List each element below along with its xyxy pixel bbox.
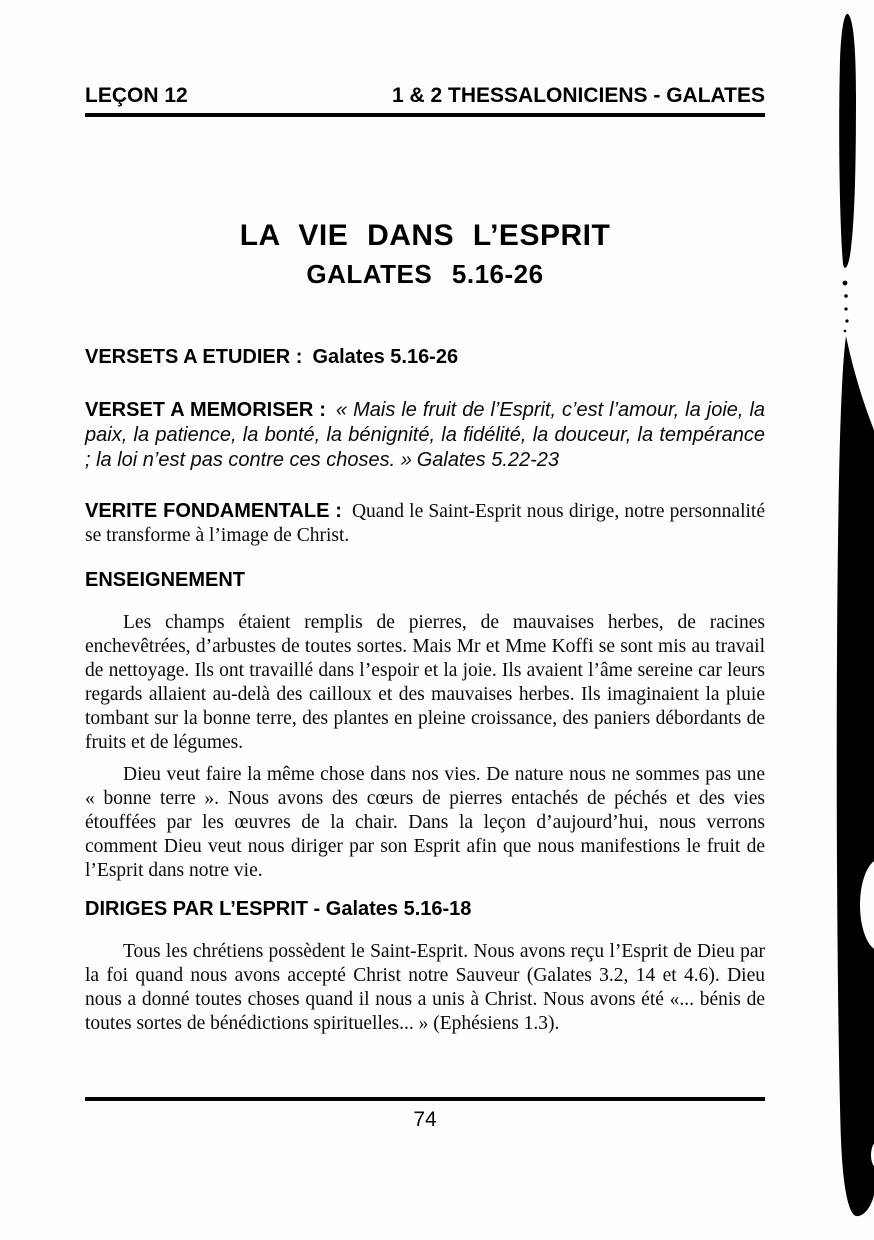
book-spine-scan-artifact-icon	[800, 0, 874, 1240]
heading-enseignement: ENSEIGNEMENT	[85, 569, 246, 591]
memory-verse-quote: « Mais le fruit de l’Esprit, c’est l’amour, la joie, la paix, la patience, la bonté, la bénignité, la fidélité, la douceur, la tempérance ; la loi n’est pas contre ces choses. »	[85, 399, 766, 471]
header-lesson-label: LEÇON 12	[85, 84, 188, 107]
teaching-paragraph-1: Les champs étaient remplis de pierres, de mauvaises herbes, de racines enchevêtrées, d’arbustes de toutes sortes. Mais Mr et Mme Koffi se sont mis au travail de nettoyage. Ils ont travaillé dans l’espoir et la joie. Ils avaient l’âme sereine car leurs regards allaient au-delà des cailloux et des mauvaises herbes. Ils imaginaient la pluie tombant sur la bonne terre, des plantes en pleine croissance, des paniers débordants de fruits et de légumes.	[85, 612, 765, 753]
page-footer	[85, 1097, 765, 1132]
heading-diriges-par-esprit: DIRIGES PAR L’ESPRIT - Galates 5.16-18	[85, 898, 472, 920]
study-verses-value: Galates 5.16-26	[312, 346, 459, 368]
diriges-paragraph-1: Tous les chrétiens possèdent le Saint-Esprit. Nous avons reçu l’Esprit de Dieu par la foi quand nous avons accepté Christ notre Sauveur (Galates 3.2, 14 et 4.6). Dieu nous a donné toutes choses quand il nous a unis à Christ. Nous avons été «... bénis de toutes sortes de bénédictions spirituelles... » (Ephésiens 1.3).	[85, 941, 765, 1034]
text-block	[85, 0, 765, 1036]
page-title	[85, 219, 765, 289]
page-title-reference: GALATES 5.16-26	[306, 259, 544, 289]
fundamental-truth-text: Quand le Saint-Esprit nous dirige, notre personnalité se transforme à l’image de Christ.	[85, 501, 765, 546]
section-study-verses	[85, 345, 765, 370]
memory-verse-reference: Galates 5.22-23	[416, 449, 560, 471]
page-title-main: LA VIE DANS L’ESPRIT	[239, 219, 611, 252]
header-book-label: 1 & 2 THESSALONICIENS - GALATES	[392, 84, 765, 107]
study-verses-label: VERSETS A ETUDIER :	[85, 346, 303, 368]
section-memory-verse	[85, 398, 765, 473]
memory-verse-label: VERSET A MEMORISER :	[85, 399, 326, 421]
page-number: 74	[413, 1108, 437, 1131]
teaching-paragraph-2: Dieu veut faire la même chose dans nos vies. De nature nous ne sommes pas une « bonne terre ». Nous avons des cœurs de pierres entachés de péchés et des vies étouffées par les œuvres de la chair. Dans la leçon d’aujourd’hui, nous verrons comment Dieu veut nous diriger par son Esprit afin que nous manifestions le fruit de l’Esprit dans notre vie.	[85, 764, 765, 881]
section-fundamental-truth	[85, 499, 765, 548]
running-header	[85, 84, 765, 117]
fundamental-truth-label: VERITE FONDAMENTALE :	[85, 500, 342, 522]
